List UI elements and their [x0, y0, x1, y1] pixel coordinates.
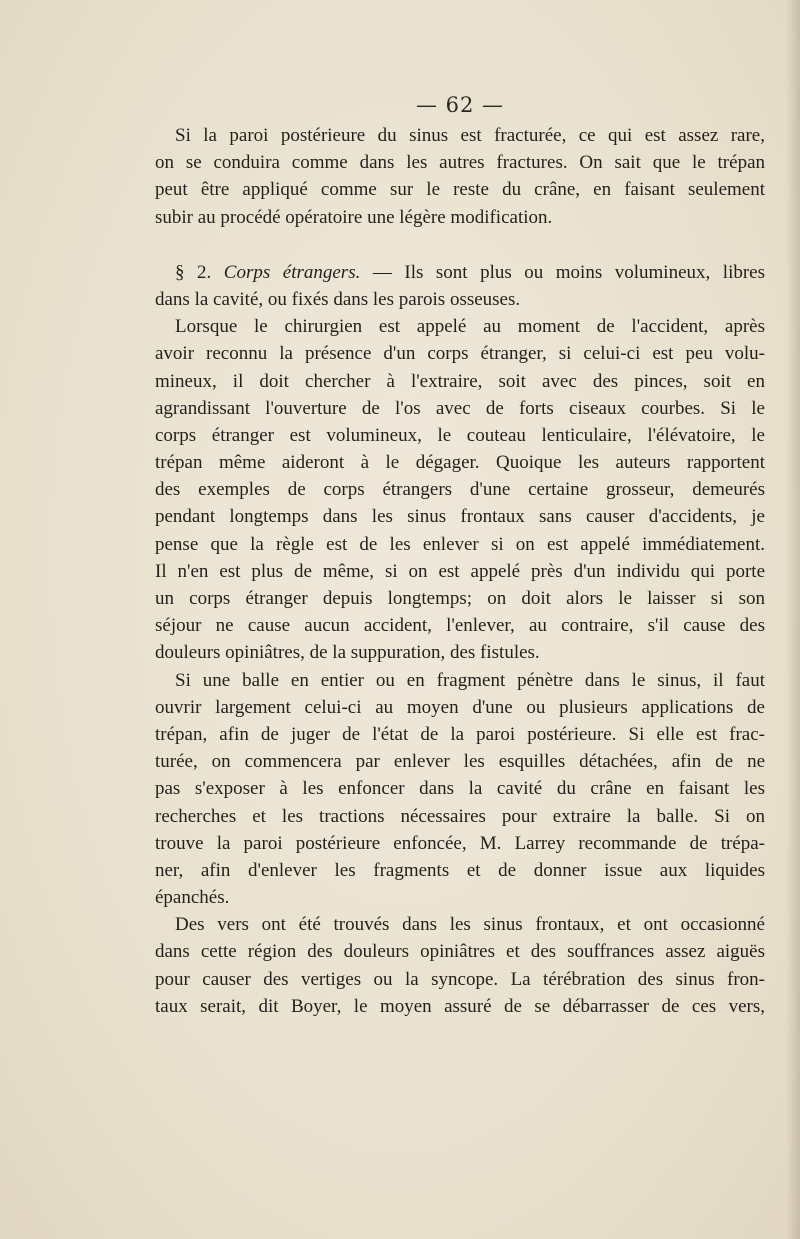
text-line: des exemples de corps étrangers d'une certaine grosseur, demeurés — [155, 479, 765, 501]
text-line: trépan, afin de juger de l'état de la paroi postérieure. Si elle est frac- — [155, 723, 765, 745]
page-edge-shadow — [786, 0, 800, 1239]
section-paragraph — [155, 259, 765, 313]
text-line: dans cette région des douleurs opiniâtres et des souffrances assez aiguës — [155, 941, 765, 963]
text-line: Des vers ont été trouvés dans les sinus frontaux, et ont occasionné — [175, 914, 765, 936]
text-line: Lorsque le chirurgien est appelé au moment de l'accident, après — [175, 316, 765, 338]
text-line: ouvrir largement celui-ci au moyen d'une ou plusieurs applications de — [155, 696, 765, 718]
text-line: turée, on commencera par enlever les esquilles détachées, afin de ne — [155, 751, 765, 773]
text-line: agrandissant l'ouverture de l'os avec de forts ciseaux courbes. Si le — [155, 397, 765, 419]
text-line: taux serait, dit Boyer, le moyen assuré de se débarrasser de ces vers, — [155, 995, 765, 1017]
text-line: Si la paroi postérieure du sinus est fracturée, ce qui est assez rare, — [175, 125, 765, 146]
text-line: pour causer des vertiges ou la syncope. La térébration des sinus fron- — [155, 968, 765, 990]
text-line: trouve la paroi postérieure enfoncée, M. Larrey recommande de trépa- — [155, 832, 765, 854]
paragraph — [155, 911, 765, 1020]
text-line: peut être appliqué comme sur le reste du crâne, en faisant seulement — [155, 179, 765, 201]
text-line: séjour ne cause aucun accident, l'enlever, au contraire, s'il cause des — [155, 615, 765, 637]
text-line: douleurs opiniâtres, de la suppuration, des fistules. — [155, 642, 540, 664]
body-text — [155, 122, 765, 1020]
section-first-line-rest: — Ils sont plus ou moins volumineux, libres — [360, 261, 765, 283]
paragraph — [155, 667, 765, 912]
text-line: corps étranger est volumineux, le couteau lenticulaire, l'élévatoire, le — [155, 424, 765, 446]
text-line: un corps étranger depuis longtemps; on doit alors le laisser si son — [155, 588, 765, 609]
page-number: — 62 — — [415, 93, 505, 117]
text-line: on se conduira comme dans les autres fractures. On sait que le trépan — [155, 152, 765, 174]
section-title: Corps étrangers. — [223, 261, 361, 283]
text-line: trépan même aideront à le dégager. Quoique les auteurs rapportent — [155, 452, 765, 474]
text-line: pense que la règle est de les enlever si on est appelé immédiatement. — [155, 533, 765, 555]
text-line: pendant longtemps dans les sinus frontaux sans causer d'accidents, je — [155, 506, 765, 528]
text-line: dans la cavité, ou fixés dans les parois osseuses. — [155, 288, 521, 310]
text-line: pas s'exposer à les enfoncer dans la cavité du crâne en faisant les — [155, 778, 765, 800]
text-line: mineux, il doit chercher à l'extraire, soit avec des pinces, soit en — [155, 370, 765, 392]
text-line: recherches et les tractions nécessaires pour extraire la balle. Si on — [155, 805, 765, 827]
text-line: Il n'en est plus de même, si on est appelé près d'un individu qui porte — [155, 560, 765, 582]
paragraph — [155, 122, 765, 231]
paragraph — [155, 313, 765, 666]
section-number: § 2. — [175, 261, 212, 283]
section-heading-line — [155, 259, 765, 286]
text-line: avoir reconnu la présence d'un corps étranger, si celui-ci est peu volu- — [155, 343, 765, 365]
paragraph-gap — [155, 231, 765, 259]
text-line: Si une balle en entier ou en fragment pénètre dans le sinus, il faut — [175, 669, 765, 691]
text-line: ner, afin d'enlever les fragments et de donner issue aux liquides — [155, 859, 765, 881]
text-line: épanchés. — [155, 887, 230, 909]
text-line: subir au procédé opératoire une légère modification. — [155, 206, 553, 228]
